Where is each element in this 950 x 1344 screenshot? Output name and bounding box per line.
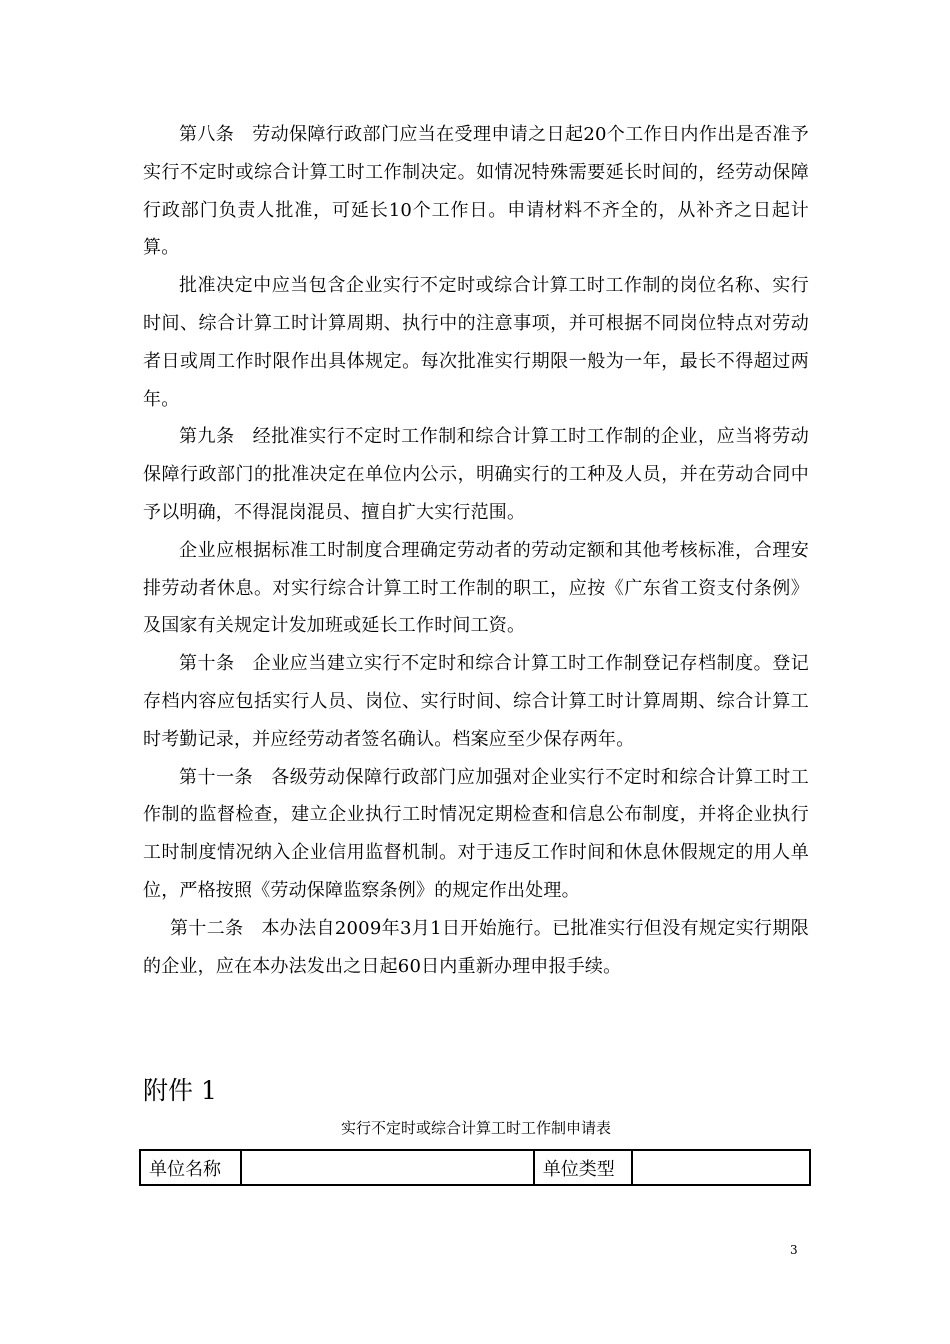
paragraph-text: 企业应当建立实行不定时和综合计算工时工作制登记存档制度。登记存档内容应包括实行人员、岗位、实行时间、综合计算工时计算周期、综合计算工时考勤记录，并应经劳动者签名确认。档案应至少保存两年。 (143, 653, 809, 750)
unit-type-field[interactable] (632, 1150, 810, 1185)
paragraph-article-12 (143, 910, 809, 986)
paragraph-text: 经批准实行不定时工作制和综合计算工时工作制的企业，应当将劳动保障行政部门的批准决定在单位内公示，明确实行的工种及人员，并在劳动合同中予以明确，不得混岗混员、擅自扩大实行范围。 (143, 426, 809, 523)
article-number: 第九条 (179, 426, 235, 448)
application-form-table (139, 1149, 811, 1186)
document-body (143, 116, 809, 985)
attachment-heading: 附件 1 (143, 1076, 217, 1105)
unit-name-field[interactable] (241, 1150, 534, 1185)
form-title: 实行不定时或综合计算工时工作制申请表 (340, 1119, 611, 1137)
paragraph-article-8 (143, 116, 809, 267)
paragraph-article-10 (143, 645, 809, 758)
article-number: 第十一条 (179, 766, 254, 788)
paragraph-labor-quota (143, 532, 809, 645)
article-number: 第十二条 (170, 917, 244, 939)
paragraph-text: 批准决定中应当包含企业实行不定时或综合计算工时工作制的岗位名称、实行时间、综合计算工时计算周期、执行中的注意事项，并可根据不同岗位特点对劳动者日或周工作时限作出具体规定。每次批准实行期限一般为一年，最长不得超过两年。 (143, 275, 809, 410)
page-number: 3 (790, 1243, 798, 1257)
paragraph-text: 劳动保障行政部门应当在受理申请之日起20个工作日内作出是否准予实行不定时或综合计算工时工作制决定。如情况特殊需要延长时间的，经劳动保障行政部门负责人批准，可延长10个工作日。申请材料不齐全的，从补齐之日起计算。 (143, 124, 809, 259)
paragraph-text: 本办法自2009年3月1日开始施行。已批准实行但没有规定实行期限的企业，应在本办法发出之日起60日内重新办理申报手续。 (143, 917, 809, 977)
unit-name-label: 单位名称 (140, 1150, 241, 1185)
unit-type-label: 单位类型 (534, 1150, 632, 1185)
article-number: 第八条 (179, 124, 235, 145)
table-row (140, 1150, 810, 1185)
paragraph-approval-decision (143, 267, 809, 418)
paragraph-text: 各级劳动保障行政部门应加强对企业实行不定时和综合计算工时工作制的监督检查，建立企业执行工时情况定期检查和信息公布制度，并将企业执行工时制度情况纳入企业信用监督机制。对于违反工作时间和休息休假规定的用人单位，严格按照《劳动保障监察条例》的规定作出处理。 (143, 766, 809, 901)
article-number: 第十条 (179, 653, 235, 675)
paragraph-article-11 (143, 759, 809, 910)
paragraph-text: 企业应根据标准工时制度合理确定劳动者的劳动定额和其他考核标准，合理安排劳动者休息。对实行综合计算工时工作制的职工，应按《广东省工资支付条例》及国家有关规定计发加班或延长工作时间工资。 (143, 539, 809, 637)
paragraph-article-9 (143, 418, 809, 531)
